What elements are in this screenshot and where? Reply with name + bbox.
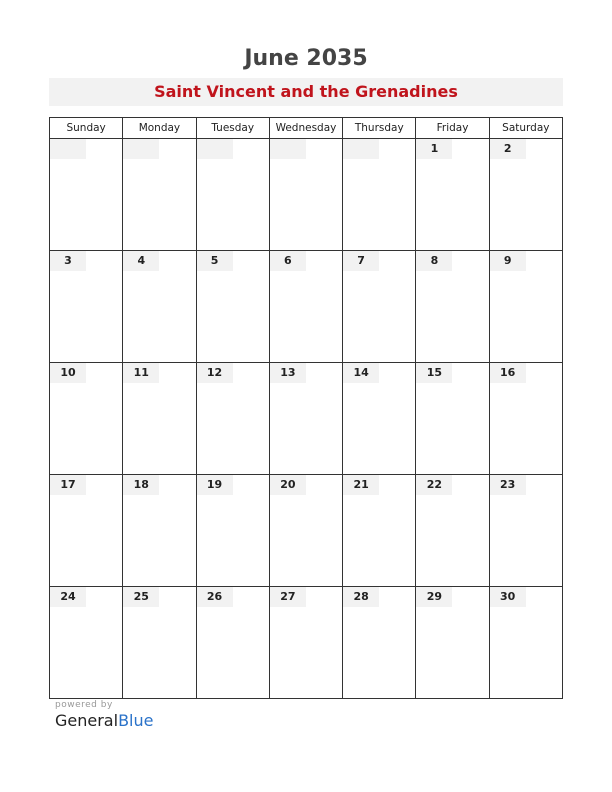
day-number: 22 [416, 475, 452, 495]
powered-by-text: powered by [55, 700, 113, 710]
day-number: 27 [270, 587, 306, 607]
day-number: 9 [490, 251, 526, 271]
day-cell [196, 251, 269, 363]
day-cell [343, 139, 416, 251]
day-cell [123, 587, 196, 699]
day-cell [343, 587, 416, 699]
day-number: 3 [50, 251, 86, 271]
day-cell [123, 363, 196, 475]
day-cell [269, 139, 342, 251]
day-cell [489, 587, 562, 699]
footer [55, 700, 153, 730]
day-cell [343, 475, 416, 587]
day-number: 30 [490, 587, 526, 607]
day-cell [196, 475, 269, 587]
day-cell [416, 475, 489, 587]
day-cell [123, 139, 196, 251]
day-number: 10 [50, 363, 86, 383]
day-number: 29 [416, 587, 452, 607]
day-cell [489, 139, 562, 251]
day-cell [343, 251, 416, 363]
week-row [50, 587, 563, 699]
week-row [50, 363, 563, 475]
day-number: 4 [123, 251, 159, 271]
weekday-wednesday: Wednesday [269, 118, 342, 139]
day-number: 20 [270, 475, 306, 495]
day-number: 24 [50, 587, 86, 607]
day-cell [123, 251, 196, 363]
weekday-tuesday: Tuesday [196, 118, 269, 139]
week-row [50, 139, 563, 251]
page-title: June 2035 [244, 46, 368, 71]
day-cell [269, 587, 342, 699]
day-number: 23 [490, 475, 526, 495]
day-cell [416, 587, 489, 699]
day-number: 6 [270, 251, 306, 271]
weekday-saturday: Saturday [489, 118, 562, 139]
day-number: 28 [343, 587, 379, 607]
day-cell [269, 251, 342, 363]
day-cell [416, 251, 489, 363]
day-cell [123, 475, 196, 587]
brand-logo[interactable] [55, 711, 153, 730]
day-number [123, 139, 159, 159]
weekday-monday: Monday [123, 118, 196, 139]
day-cell [50, 587, 123, 699]
weekday-thursday: Thursday [343, 118, 416, 139]
day-cell [416, 139, 489, 251]
day-cell [416, 363, 489, 475]
day-number: 16 [490, 363, 526, 383]
day-number: 2 [490, 139, 526, 159]
day-number: 1 [416, 139, 452, 159]
day-number [343, 139, 379, 159]
day-number: 18 [123, 475, 159, 495]
day-cell [196, 363, 269, 475]
brand-name-blue: Blue [118, 711, 154, 730]
day-number: 21 [343, 475, 379, 495]
day-number: 12 [197, 363, 233, 383]
day-cell [196, 587, 269, 699]
day-cell [489, 363, 562, 475]
day-number: 26 [197, 587, 233, 607]
day-number: 14 [343, 363, 379, 383]
day-cell [489, 251, 562, 363]
country-banner [49, 78, 563, 106]
weekday-friday: Friday [416, 118, 489, 139]
week-row [50, 475, 563, 587]
day-number [50, 139, 86, 159]
brand-name-general: General [55, 711, 119, 730]
day-cell [50, 475, 123, 587]
day-number [270, 139, 306, 159]
day-number: 8 [416, 251, 452, 271]
day-cell [489, 475, 562, 587]
calendar-grid [49, 117, 563, 699]
day-cell [269, 363, 342, 475]
day-cell [50, 251, 123, 363]
day-number: 13 [270, 363, 306, 383]
day-cell [196, 139, 269, 251]
day-number: 19 [197, 475, 233, 495]
day-number: 15 [416, 363, 452, 383]
weekday-header-row [50, 118, 563, 139]
day-number [197, 139, 233, 159]
day-cell [269, 475, 342, 587]
day-number: 5 [197, 251, 233, 271]
day-number: 11 [123, 363, 159, 383]
day-number: 7 [343, 251, 379, 271]
day-number: 25 [123, 587, 159, 607]
day-cell [50, 363, 123, 475]
day-number: 17 [50, 475, 86, 495]
day-cell [343, 363, 416, 475]
weekday-sunday: Sunday [50, 118, 123, 139]
week-row [50, 251, 563, 363]
day-cell [50, 139, 123, 251]
country-name: Saint Vincent and the Grenadines [154, 82, 458, 101]
